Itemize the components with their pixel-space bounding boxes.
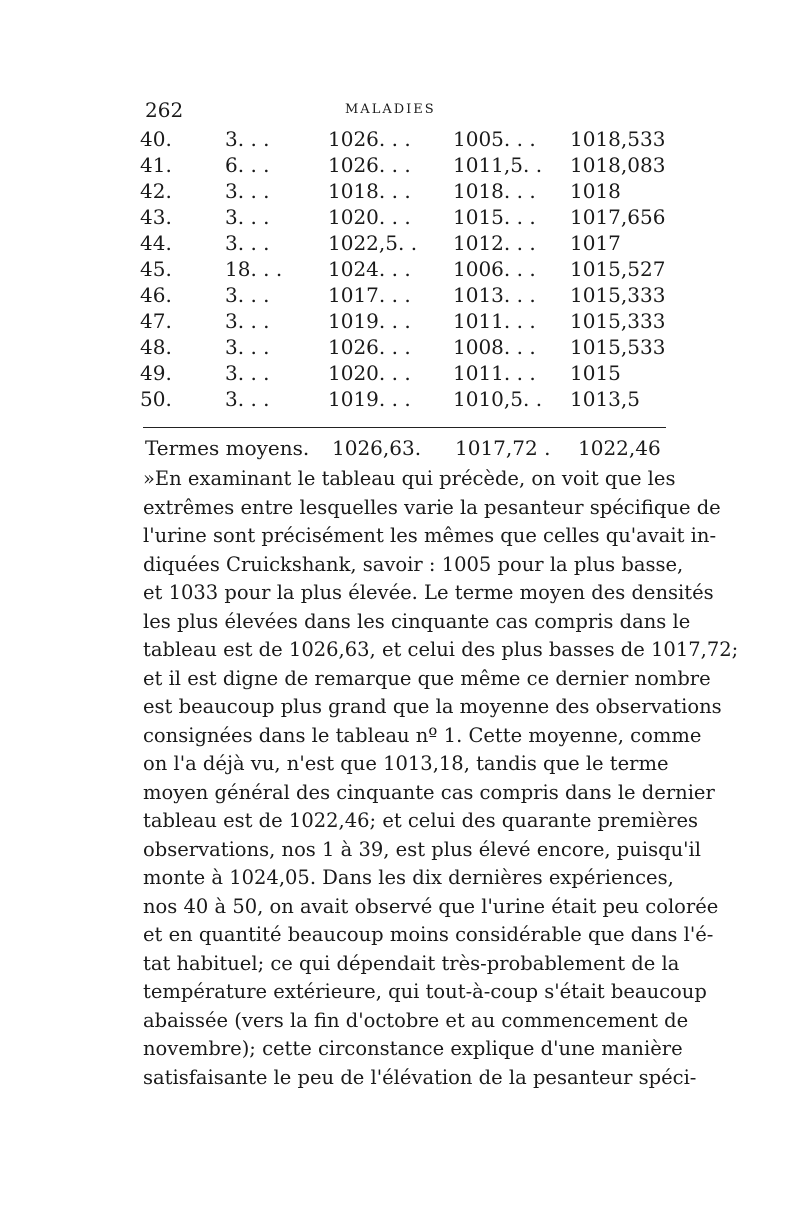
table-cell: 1011. . .: [453, 309, 536, 333]
text-line: nos 40 à 50, on avait observé que l'urine était peu colorée: [143, 894, 719, 918]
table-cell: 3. . .: [225, 335, 270, 359]
page-header: [145, 98, 665, 122]
text-line: tableau est de 1026,63, et celui des plus basses de 1017,72;: [143, 638, 739, 661]
table-cell: 1011,5. .: [453, 153, 543, 177]
table-cell: 3. . .: [225, 179, 270, 203]
table-cell: 1017: [570, 231, 621, 255]
text-line: extrêmes entre lesquelles varie la pesanteur spécifique de: [143, 495, 721, 519]
table-cell: 47.: [140, 309, 172, 333]
text-line: diquées Cruickshank, savoir : 1005 pour la plus basse,: [143, 552, 684, 576]
table-cell: 1017. . .: [328, 283, 411, 307]
totals-row: [145, 434, 665, 462]
totals-value-b: 1017,72 .: [455, 436, 551, 460]
table-cell: 1020. . .: [328, 361, 411, 385]
table-cell: 42.: [140, 179, 172, 203]
page-number: 262: [145, 98, 184, 122]
table-row: [140, 204, 670, 230]
table-cell: 50.: [140, 387, 172, 411]
text-line: consignées dans le tableau nº 1. Cette moyenne, comme: [143, 723, 702, 747]
text-line: température extérieure, qui tout-à-coup s'était beaucoup: [143, 980, 707, 1003]
table-cell: 1013. . .: [453, 283, 536, 307]
text-line: les plus élevées dans les cinquante cas compris dans le: [143, 609, 691, 633]
text-line: est beaucoup plus grand que la moyenne des observations: [143, 695, 722, 718]
table-row: [140, 282, 670, 308]
table-cell: 1015,527: [570, 257, 666, 281]
table-cell: 3. . .: [225, 231, 270, 255]
table-cell: 1011. . .: [453, 361, 536, 385]
table-rule: [143, 427, 666, 428]
table-cell: 48.: [140, 335, 172, 359]
table-cell: 1026. . .: [328, 127, 411, 151]
table-cell: 46.: [140, 283, 172, 307]
table-cell: 1018. . .: [453, 179, 536, 203]
running-title: MALADIES: [345, 102, 436, 117]
text-line: monte à 1024,05. Dans les dix dernières expériences,: [143, 866, 674, 889]
table-cell: 1012. . .: [453, 231, 536, 255]
table-cell: 1018,083: [570, 153, 666, 177]
table-cell: 1024. . .: [328, 257, 411, 281]
table-cell: 40.: [140, 127, 172, 151]
table-cell: 1018. . .: [328, 179, 411, 203]
table-row: [140, 126, 670, 152]
table-cell: 1017,656: [570, 205, 666, 229]
table-cell: 49.: [140, 361, 172, 385]
table-row: [140, 178, 670, 204]
table-cell: 1026. . .: [328, 153, 411, 177]
table-cell: 3. . .: [225, 205, 270, 229]
table-cell: 44.: [140, 231, 172, 255]
table-cell: 1018: [570, 179, 621, 203]
table-cell: 45.: [140, 257, 172, 281]
table-cell: 43.: [140, 205, 172, 229]
table-cell: 1015,333: [570, 283, 666, 307]
text-line: satisfaisante le peu de l'élévation de la pesanteur spéci-: [143, 1065, 697, 1089]
table-cell: 3. . .: [225, 283, 270, 307]
text-line: tableau est de 1022,46; et celui des quarante premières: [143, 809, 699, 832]
table-cell: 1006. . .: [453, 257, 536, 281]
table-row: [140, 360, 670, 386]
text-line: abaissée (vers la fin d'octobre et au commencement de: [143, 1008, 689, 1032]
table-cell: 1026. . .: [328, 335, 411, 359]
table-row: [140, 256, 670, 282]
table-cell: 1015,333: [570, 309, 666, 333]
table-cell: 1022,5. .: [328, 231, 418, 255]
table-cell: 1013,5: [570, 387, 640, 411]
text-line: l'urine sont précisément les mêmes que celles qu'avait in-: [143, 524, 717, 547]
table-cell: 1015: [570, 361, 621, 385]
totals-value-c: 1022,46: [578, 436, 661, 460]
table-cell: 1005. . .: [453, 127, 536, 151]
table-cell: 1008. . .: [453, 335, 536, 359]
table-cell: 3. . .: [225, 387, 270, 411]
table-cell: 3. . .: [225, 361, 270, 385]
data-table: [140, 126, 670, 412]
text-line: moyen général des cinquante cas compris dans le dernier: [143, 780, 715, 804]
text-line: tat habituel; ce qui dépendait très-probablement de la: [143, 951, 680, 975]
table-cell: 1019. . .: [328, 387, 411, 411]
text-line: on l'a déjà vu, n'est que 1013,18, tandis que le terme: [143, 752, 669, 775]
table-cell: 3. . .: [225, 127, 270, 151]
text-line: et en quantité beaucoup moins considérable que dans l'é-: [143, 923, 714, 946]
table-cell: 41.: [140, 153, 172, 177]
table-row: [140, 334, 670, 360]
table-cell: 6. . .: [225, 153, 270, 177]
body-paragraph: [143, 465, 739, 1092]
table-cell: 1015,533: [570, 335, 666, 359]
totals-value-a: 1026,63.: [332, 436, 422, 460]
table-row: [140, 308, 670, 334]
table-cell: 1010,5. .: [453, 387, 543, 411]
text-line: et 1033 pour la plus élevée. Le terme moyen des densités: [143, 581, 714, 604]
table-cell: 1020. . .: [328, 205, 411, 229]
text-line: »En examinant le tableau qui précède, on voit que les: [143, 467, 676, 490]
text-line: novembre); cette circonstance explique d'une manière: [143, 1037, 683, 1060]
table-cell: 18. . .: [225, 257, 283, 281]
table-cell: 1015. . .: [453, 205, 536, 229]
table-cell: 1018,533: [570, 127, 666, 151]
table-row: [140, 152, 670, 178]
table-cell: 3. . .: [225, 309, 270, 333]
table-row: [140, 386, 670, 412]
text-line: observations, nos 1 à 39, est plus élevé encore, puisqu'il: [143, 837, 701, 861]
table-row: [140, 230, 670, 256]
table-cell: 1019. . .: [328, 309, 411, 333]
text-line: et il est digne de remarque que même ce dernier nombre: [143, 666, 711, 690]
totals-label: Termes moyens.: [145, 436, 310, 460]
